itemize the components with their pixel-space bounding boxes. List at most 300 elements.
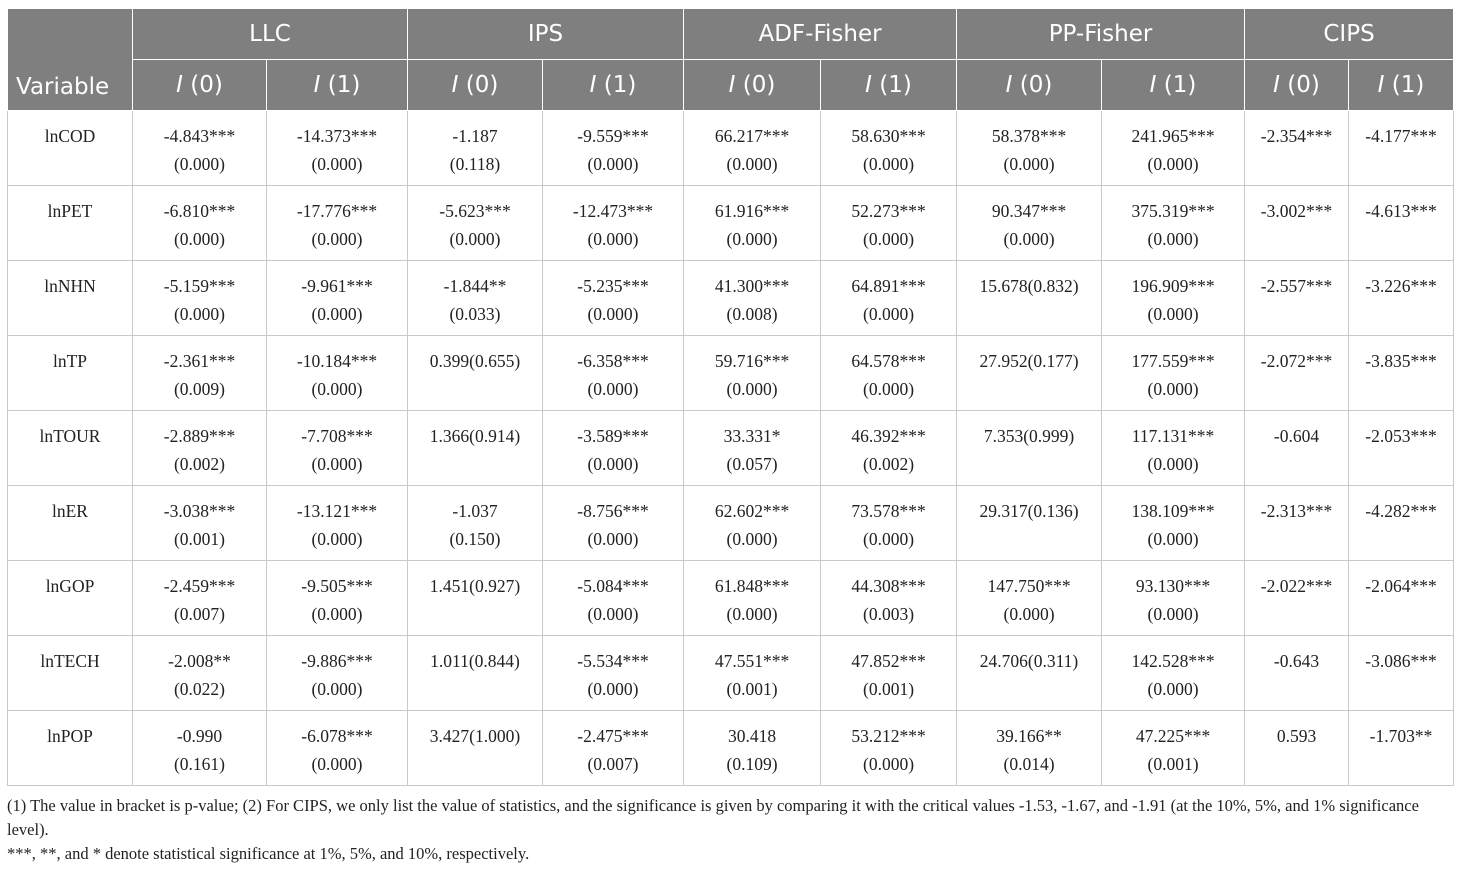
p-value: (0.033) xyxy=(449,304,501,324)
p-value: (0.000) xyxy=(726,604,778,624)
statistic-value: 62.602*** xyxy=(714,501,790,521)
stat-cell xyxy=(408,336,543,411)
p-value: (0.000) xyxy=(311,304,363,324)
statistic-value: -4.177*** xyxy=(1365,126,1437,146)
stat-cell xyxy=(408,711,543,786)
statistic-value: 147.750*** xyxy=(987,576,1071,596)
statistic-value: -4.282*** xyxy=(1365,501,1437,521)
statistic-value: -0.643 xyxy=(1273,651,1320,671)
variable-name-cell: lnNHN xyxy=(8,261,133,336)
order-label-italic: I xyxy=(589,72,597,98)
stat-cell xyxy=(267,261,408,336)
statistic-value: -6.810*** xyxy=(163,201,236,221)
statistic-value: -3.086*** xyxy=(1365,651,1437,671)
order-label-italic: I xyxy=(865,72,872,98)
p-value: (0.000) xyxy=(726,529,778,549)
p-value: (0.000) xyxy=(587,679,639,699)
statistic-value: -2.022*** xyxy=(1260,576,1333,596)
stat-cell xyxy=(1349,561,1454,636)
p-value: (0.109) xyxy=(726,754,778,774)
statistic-value: 58.630*** xyxy=(851,126,926,146)
statistic-value: -3.038*** xyxy=(163,501,236,521)
stat-cell xyxy=(267,411,408,486)
stat-cell xyxy=(133,261,267,336)
statistic-value: 7.353(0.999) xyxy=(983,426,1075,446)
statistic-value: 47.551*** xyxy=(714,651,790,671)
stat-cell xyxy=(1349,336,1454,411)
statistic-value: 66.217*** xyxy=(714,126,790,146)
order-header-0-1 xyxy=(267,60,408,111)
stat-cell xyxy=(1349,261,1454,336)
stat-cell xyxy=(957,186,1102,261)
statistic-value: -2.475*** xyxy=(577,726,649,746)
stat-cell xyxy=(1245,336,1349,411)
statistic-value: 73.578*** xyxy=(851,501,926,521)
p-value: (0.000) xyxy=(311,154,363,174)
order-header-1-1 xyxy=(543,60,684,111)
integration-order-row xyxy=(8,60,1454,111)
statistic-value: 196.909*** xyxy=(1131,276,1215,296)
p-value: (0.007) xyxy=(173,604,226,624)
stat-cell xyxy=(957,111,1102,186)
statistic-value: -4.613*** xyxy=(1365,201,1437,221)
stat-cell xyxy=(1349,411,1454,486)
statistic-value: 59.716*** xyxy=(714,351,790,371)
stat-cell xyxy=(408,411,543,486)
variable-name-cell: lnCOD xyxy=(8,111,133,186)
order-header-3-1 xyxy=(1102,60,1245,111)
stat-cell xyxy=(408,486,543,561)
statistic-value: 39.166** xyxy=(996,726,1062,746)
p-value: (0.000) xyxy=(587,304,639,324)
order-label-italic: I xyxy=(176,72,183,98)
p-value: (0.001) xyxy=(1147,754,1199,774)
p-value: (0.000) xyxy=(587,229,639,249)
order-suffix: (0) xyxy=(458,72,499,98)
stat-cell xyxy=(821,186,957,261)
p-value: (0.007) xyxy=(587,754,639,774)
statistic-value: 47.852*** xyxy=(851,651,926,671)
note-line-2: ***, **, and * denote statistical significance at 1%, 5%, and 10%, respectively. xyxy=(7,844,530,863)
statistic-value: -3.589*** xyxy=(577,426,649,446)
order-label-italic: I xyxy=(313,72,321,98)
p-value: (0.000) xyxy=(311,229,363,249)
stat-cell xyxy=(957,411,1102,486)
stat-cell xyxy=(543,561,684,636)
stat-cell xyxy=(267,711,408,786)
p-value: (0.000) xyxy=(863,304,915,324)
variable-name-cell: lnGOP xyxy=(8,561,133,636)
stat-cell xyxy=(1349,711,1454,786)
stat-cell xyxy=(543,411,684,486)
stat-cell xyxy=(684,336,821,411)
stat-cell xyxy=(1102,186,1245,261)
stat-cell xyxy=(133,711,267,786)
stat-cell xyxy=(684,111,821,186)
stat-cell xyxy=(821,261,957,336)
statistic-value: 177.559*** xyxy=(1131,351,1215,371)
variable-name-cell: lnPOP xyxy=(8,711,133,786)
p-value: (0.161) xyxy=(173,754,226,774)
statistic-value: -5.159*** xyxy=(163,276,236,296)
stat-cell xyxy=(543,111,684,186)
variable-header: Variable xyxy=(8,9,133,111)
variable-name-cell: lnTP xyxy=(8,336,133,411)
statistic-value: -0.604 xyxy=(1273,426,1320,446)
stat-cell xyxy=(1349,111,1454,186)
variable-name-cell: lnTOUR xyxy=(8,411,133,486)
stat-cell xyxy=(957,336,1102,411)
table-row xyxy=(8,111,1454,186)
p-value: (0.000) xyxy=(587,529,639,549)
p-value: (0.000) xyxy=(1147,454,1199,474)
statistic-value: 61.848*** xyxy=(714,576,790,596)
table-row xyxy=(8,411,1454,486)
statistic-value: -5.534*** xyxy=(577,651,649,671)
p-value: (0.001) xyxy=(173,529,226,549)
statistic-value: -2.889*** xyxy=(163,426,236,446)
p-value: (0.000) xyxy=(311,679,363,699)
p-value: (0.000) xyxy=(1147,229,1199,249)
stat-cell xyxy=(267,186,408,261)
stat-cell xyxy=(957,711,1102,786)
p-value: (0.008) xyxy=(726,304,778,324)
statistic-value: 53.212*** xyxy=(851,726,926,746)
p-value: (0.014) xyxy=(1003,754,1055,774)
statistic-value: 117.131*** xyxy=(1131,426,1215,446)
stat-cell xyxy=(684,411,821,486)
p-value: (0.000) xyxy=(311,379,363,399)
stat-cell xyxy=(133,411,267,486)
statistic-value: -2.313*** xyxy=(1260,501,1333,521)
stat-cell xyxy=(408,261,543,336)
order-suffix: (1) xyxy=(320,72,361,98)
statistic-value: 47.225*** xyxy=(1135,726,1211,746)
statistic-value: -1.844** xyxy=(443,276,507,296)
statistic-value: -3.226*** xyxy=(1365,276,1437,296)
stat-cell xyxy=(684,561,821,636)
order-suffix: (1) xyxy=(1156,72,1197,98)
p-value: (0.001) xyxy=(726,679,778,699)
statistic-value: -13.121*** xyxy=(296,501,378,521)
statistic-value: -8.756*** xyxy=(577,501,649,521)
stat-cell xyxy=(821,336,957,411)
p-value: (0.000) xyxy=(1147,529,1199,549)
stat-cell xyxy=(821,111,957,186)
stat-cell xyxy=(1245,111,1349,186)
statistic-value: -4.843*** xyxy=(163,126,236,146)
statistic-value: -2.361*** xyxy=(163,351,236,371)
statistic-value: 27.952(0.177) xyxy=(979,351,1079,371)
stat-cell xyxy=(267,636,408,711)
p-value: (0.000) xyxy=(311,454,363,474)
variable-name-cell: lnER xyxy=(8,486,133,561)
order-suffix: (0) xyxy=(1279,72,1320,98)
p-value: (0.002) xyxy=(173,454,226,474)
statistic-value: -5.623*** xyxy=(439,201,511,221)
order-header-0-0 xyxy=(133,60,267,111)
stat-cell xyxy=(133,186,267,261)
table-row xyxy=(8,186,1454,261)
stat-cell xyxy=(1102,561,1245,636)
stat-cell xyxy=(408,561,543,636)
statistic-value: -9.886*** xyxy=(301,651,373,671)
statistic-value: -0.990 xyxy=(176,726,223,746)
statistic-value: -5.235*** xyxy=(577,276,649,296)
stat-cell xyxy=(133,636,267,711)
p-value: (0.057) xyxy=(726,454,778,474)
test-header-llc: LLC xyxy=(133,9,408,60)
statistic-value: -2.557*** xyxy=(1260,276,1333,296)
statistic-value: 241.965*** xyxy=(1131,126,1215,146)
stat-cell xyxy=(1102,411,1245,486)
statistic-value: 93.130*** xyxy=(1135,576,1211,596)
p-value: (0.000) xyxy=(1147,154,1199,174)
p-value: (0.000) xyxy=(863,229,915,249)
statistic-value: -2.064*** xyxy=(1365,576,1437,596)
stat-cell xyxy=(267,336,408,411)
stat-cell xyxy=(821,711,957,786)
statistic-value: 61.916*** xyxy=(714,201,790,221)
statistic-value: 1.451(0.927) xyxy=(429,576,521,596)
p-value: (0.000) xyxy=(726,379,778,399)
stat-cell xyxy=(821,636,957,711)
p-value: (0.000) xyxy=(311,604,363,624)
statistic-value: -1.037 xyxy=(452,501,498,521)
test-header-adf-fisher: ADF-Fisher xyxy=(684,9,957,60)
stat-cell xyxy=(408,186,543,261)
stat-cell xyxy=(543,711,684,786)
statistic-value: 0.593 xyxy=(1276,726,1317,746)
p-value: (0.000) xyxy=(1147,304,1199,324)
p-value: (0.000) xyxy=(587,454,639,474)
order-header-2-1 xyxy=(821,60,957,111)
order-suffix: (1) xyxy=(596,72,637,98)
test-header-ips: IPS xyxy=(408,9,684,60)
statistic-value: 90.347*** xyxy=(991,201,1067,221)
p-value: (0.002) xyxy=(863,454,915,474)
order-suffix: (0) xyxy=(735,72,776,98)
stat-cell xyxy=(1245,711,1349,786)
stat-cell xyxy=(543,261,684,336)
stat-cell xyxy=(821,561,957,636)
order-header-1-0 xyxy=(408,60,543,111)
table-row xyxy=(8,336,1454,411)
stat-cell xyxy=(543,336,684,411)
table-header xyxy=(8,9,1454,111)
p-value: (0.000) xyxy=(173,154,226,174)
order-suffix: (0) xyxy=(1012,72,1053,98)
statistic-value: -6.078*** xyxy=(301,726,373,746)
stat-cell xyxy=(684,186,821,261)
p-value: (0.009) xyxy=(173,379,226,399)
note-line-1: (1) The value in bracket is p-value; (2) For CIPS, we only list the value of statistics, and the significance is given by comparing it with the critical values -1.53, -1.67, and -1.91 (at the 10%, 5%, and 1% significance level). xyxy=(7,796,1419,839)
order-label-italic: I xyxy=(1005,72,1013,98)
statistic-value: -2.072*** xyxy=(1260,351,1333,371)
statistic-value: -7.708*** xyxy=(301,426,373,446)
stat-cell xyxy=(957,261,1102,336)
p-value: (0.000) xyxy=(449,229,501,249)
p-value: (0.000) xyxy=(311,754,363,774)
stat-cell xyxy=(1245,561,1349,636)
unit-root-test-table xyxy=(7,8,1454,786)
statistic-value: -9.505*** xyxy=(301,576,373,596)
p-value: (0.000) xyxy=(1003,154,1055,174)
stat-cell xyxy=(1102,636,1245,711)
table-row xyxy=(8,486,1454,561)
table-body xyxy=(8,111,1454,786)
order-header-2-0 xyxy=(684,60,821,111)
p-value: (0.000) xyxy=(726,229,778,249)
stat-cell xyxy=(684,636,821,711)
table-row xyxy=(8,711,1454,786)
statistic-value: -3.002*** xyxy=(1260,201,1333,221)
statistic-value: 29.317(0.136) xyxy=(979,501,1079,521)
stat-cell xyxy=(408,111,543,186)
order-suffix: (1) xyxy=(1384,72,1425,98)
order-suffix: (0) xyxy=(182,72,223,98)
statistic-value: -1.703** xyxy=(1369,726,1433,746)
p-value: (0.000) xyxy=(587,154,639,174)
statistic-value: 15.678(0.832) xyxy=(979,276,1079,296)
p-value: (0.000) xyxy=(1003,604,1055,624)
p-value: (0.000) xyxy=(1147,379,1199,399)
stat-cell xyxy=(133,111,267,186)
statistic-value: 46.392*** xyxy=(851,426,926,446)
table-container xyxy=(7,8,1453,866)
stat-cell xyxy=(1245,486,1349,561)
stat-cell xyxy=(543,636,684,711)
variable-name-cell: lnPET xyxy=(8,186,133,261)
stat-cell xyxy=(1102,336,1245,411)
p-value: (0.000) xyxy=(1147,604,1199,624)
table-row xyxy=(8,636,1454,711)
statistic-value: 138.109*** xyxy=(1131,501,1215,521)
statistic-value: 44.308*** xyxy=(851,576,926,596)
stat-cell xyxy=(408,636,543,711)
statistic-value: 64.578*** xyxy=(851,351,926,371)
stat-cell xyxy=(1245,186,1349,261)
stat-cell xyxy=(267,561,408,636)
p-value: (0.000) xyxy=(587,379,639,399)
p-value: (0.000) xyxy=(863,379,915,399)
p-value: (0.118) xyxy=(449,154,501,174)
statistic-value: -1.187 xyxy=(452,126,498,146)
order-label-italic: I xyxy=(1273,72,1280,98)
stat-cell xyxy=(1349,186,1454,261)
table-row xyxy=(8,561,1454,636)
stat-cell xyxy=(957,636,1102,711)
p-value: (0.022) xyxy=(173,679,226,699)
stat-cell xyxy=(1349,486,1454,561)
statistic-value: -2.459*** xyxy=(163,576,236,596)
variable-name-cell: lnTECH xyxy=(8,636,133,711)
stat-cell xyxy=(821,411,957,486)
test-header-cips: CIPS xyxy=(1245,9,1454,60)
stat-cell xyxy=(1102,486,1245,561)
order-header-4-1 xyxy=(1349,60,1454,111)
p-value: (0.000) xyxy=(1147,679,1199,699)
order-suffix: (1) xyxy=(871,72,912,98)
order-label-italic: I xyxy=(728,72,736,98)
p-value: (0.150) xyxy=(449,529,501,549)
statistic-value: -2.008** xyxy=(168,651,231,671)
statistic-value: -2.053*** xyxy=(1365,426,1437,446)
stat-cell xyxy=(821,486,957,561)
statistic-value: 52.273*** xyxy=(851,201,926,221)
table-notes xyxy=(7,794,1453,866)
p-value: (0.000) xyxy=(173,229,226,249)
p-value: (0.003) xyxy=(863,604,915,624)
statistic-value: -2.354*** xyxy=(1260,126,1333,146)
statistic-value: -3.835*** xyxy=(1365,351,1437,371)
stat-cell xyxy=(1245,636,1349,711)
statistic-value: -9.559*** xyxy=(577,126,649,146)
p-value: (0.000) xyxy=(311,529,363,549)
stat-cell xyxy=(267,111,408,186)
stat-cell xyxy=(957,486,1102,561)
order-header-4-0 xyxy=(1245,60,1349,111)
order-label-italic: I xyxy=(451,72,459,98)
statistic-value: 3.427(1.000) xyxy=(429,726,521,746)
statistic-value: 64.891*** xyxy=(851,276,926,296)
order-label-italic: I xyxy=(1377,72,1385,98)
statistic-value: -14.373*** xyxy=(296,126,378,146)
statistic-value: 41.300*** xyxy=(714,276,790,296)
statistic-value: -12.473*** xyxy=(572,201,654,221)
statistic-value: 1.011(0.844) xyxy=(430,651,520,671)
stat-cell xyxy=(133,486,267,561)
stat-cell xyxy=(1102,261,1245,336)
p-value: (0.000) xyxy=(863,754,915,774)
table-row xyxy=(8,261,1454,336)
statistic-value: 142.528*** xyxy=(1131,651,1215,671)
test-header-pp-fisher: PP-Fisher xyxy=(957,9,1245,60)
stat-cell xyxy=(957,561,1102,636)
statistic-value: 375.319*** xyxy=(1131,201,1215,221)
stat-cell xyxy=(1245,261,1349,336)
statistic-value: 1.366(0.914) xyxy=(429,426,521,446)
stat-cell xyxy=(267,486,408,561)
p-value: (0.000) xyxy=(863,154,915,174)
p-value: (0.000) xyxy=(1003,229,1055,249)
statistic-value: -10.184*** xyxy=(296,351,378,371)
p-value: (0.000) xyxy=(587,604,639,624)
statistic-value: -9.961*** xyxy=(301,276,373,296)
statistic-value: 58.378*** xyxy=(991,126,1067,146)
statistic-value: -5.084*** xyxy=(577,576,649,596)
stat-cell xyxy=(543,486,684,561)
stat-cell xyxy=(1349,636,1454,711)
stat-cell xyxy=(684,261,821,336)
statistic-value: -6.358*** xyxy=(577,351,649,371)
statistic-value: 30.418 xyxy=(727,726,777,746)
stat-cell xyxy=(684,486,821,561)
statistic-value: 24.706(0.311) xyxy=(979,651,1079,671)
p-value: (0.000) xyxy=(726,154,778,174)
stat-cell xyxy=(543,186,684,261)
stat-cell xyxy=(1102,111,1245,186)
order-label-italic: I xyxy=(1149,72,1157,98)
stat-cell xyxy=(133,561,267,636)
p-value: (0.001) xyxy=(863,679,915,699)
stat-cell xyxy=(684,711,821,786)
p-value: (0.000) xyxy=(173,304,226,324)
stat-cell xyxy=(1245,411,1349,486)
statistic-value: 33.331* xyxy=(723,426,781,446)
statistic-value: -17.776*** xyxy=(296,201,378,221)
p-value: (0.000) xyxy=(863,529,915,549)
